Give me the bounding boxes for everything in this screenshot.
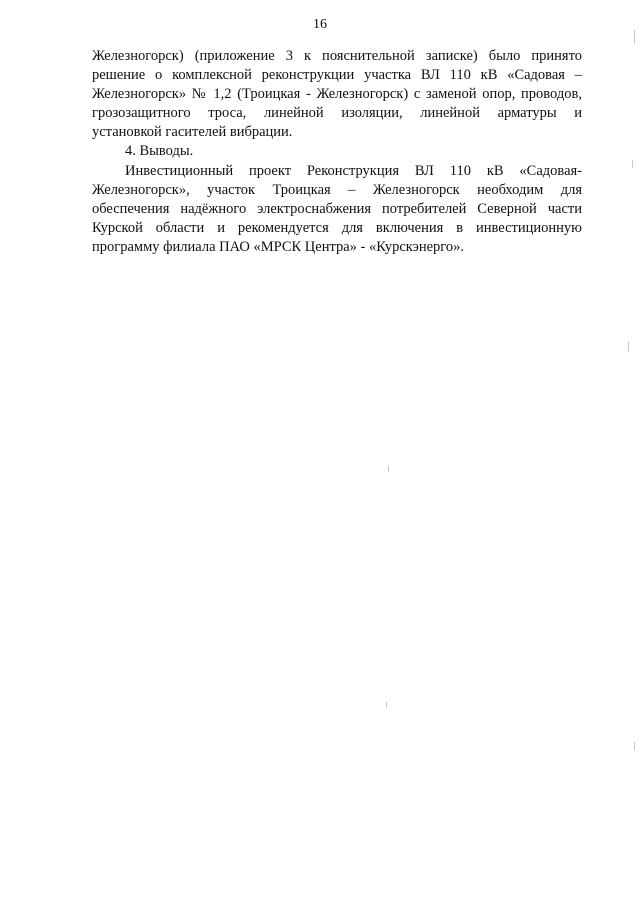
text-line: программу филиала ПАО «МРСК Центра» - «Курскэнерго». <box>92 238 464 255</box>
paragraph-conclusion <box>92 162 582 257</box>
text-line: решение о комплексной реконструкции участка ВЛ 110 кВ «Садовая – <box>92 67 582 84</box>
scan-artifact <box>632 160 633 168</box>
scan-artifact <box>634 742 635 750</box>
text-line: установкой гасителей вибрации. <box>92 124 293 141</box>
page-number: 16 <box>313 17 327 32</box>
scan-artifact <box>634 30 635 44</box>
text-line: Железногорск) (приложение 3 к пояснительной записке) было принято <box>92 48 582 64</box>
text-line: Инвестиционный проект Реконструкция ВЛ 110 кВ «Садовая- <box>125 162 582 179</box>
document-body <box>92 47 582 257</box>
text-line: грозозащитного троса, линейной изоляции, линейной арматуры и <box>92 105 582 122</box>
text-line: Железногорск» № 1,2 (Троицкая - Железногорск) с заменой опор, проводов, <box>92 86 582 103</box>
section-heading-conclusions: 4. Выводы. <box>125 143 194 160</box>
text-line: обеспечения надёжного электроснабжения потребителей Северной части <box>92 200 582 217</box>
scan-artifact <box>628 342 629 352</box>
text-line: Железногорск», участок Троицкая – Железногорск необходим для <box>92 181 582 198</box>
scan-artifact <box>388 466 389 472</box>
paragraph-reconstruction-decision <box>92 47 582 142</box>
scan-artifact <box>386 702 387 708</box>
text-line: Курской области и рекомендуется для включения в инвестиционную <box>92 219 582 236</box>
